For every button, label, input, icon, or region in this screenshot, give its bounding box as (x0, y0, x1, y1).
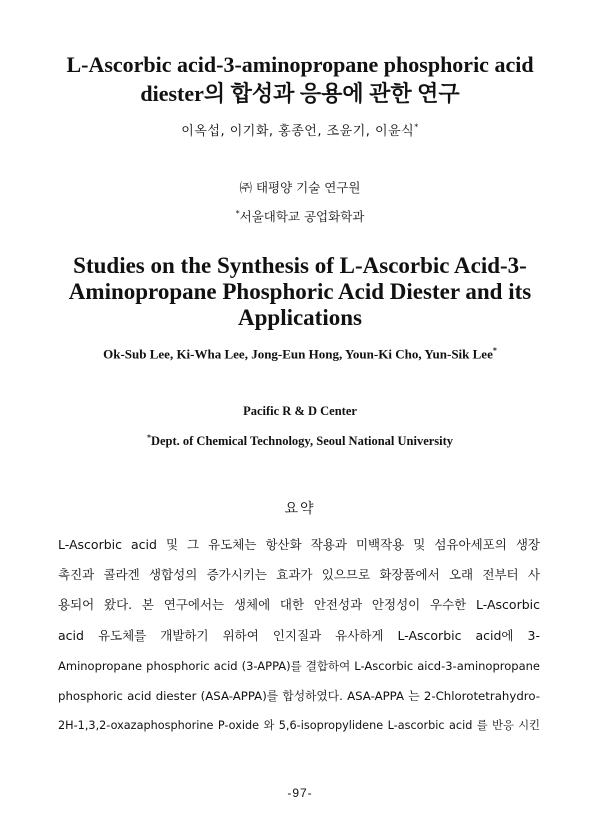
english-title-line-2: Aminopropane Phosphoric Acid Diester and its (68, 279, 532, 304)
korean-affiliation-1: ㈜ 태평양 기술 연구원 (239, 180, 361, 195)
asterisk-mark: * (235, 208, 240, 218)
abstract-line: 2H-1,3,2-oxazaphosphorine P-oxide 와 5,6-isopropylidene L-ascorbic acid 를 반응 시킨 (58, 719, 540, 733)
korean-title-line-2: diester의 합성과 응용에 관한 연구 (140, 81, 460, 106)
abstract-line: Aminopropane phosphoric acid (3-APPA)를 결합하여 L-Ascorbic aicd-3-aminopropane (58, 658, 540, 673)
english-author-list: Ok-Sub Lee, Ki-Wha Lee, Jong-Eun Hong, Youn-Ki Cho, Yun-Sik Lee (103, 346, 493, 362)
abstract-line: 촉진과 콜라겐 생합성의 증가시키는 효과가 있으므로 화장품에서 오래 전부터 사 (58, 567, 540, 583)
english-title (0, 253, 600, 331)
english-authors (0, 346, 600, 362)
english-title-line-1: Studies on the Synthesis of L-Ascorbic Acid-3- (73, 253, 527, 278)
abstract-heading: 요약 (284, 501, 316, 517)
english-affiliation-2-text: Dept. of Chemical Technology, Seoul National University (150, 434, 454, 449)
asterisk-mark: * (414, 122, 419, 132)
korean-affiliation-2-text: 서울대학교 공업화학과 (239, 209, 365, 224)
korean-author-list: 이옥섭, 이기화, 홍종언, 조윤기, 이윤식 (181, 124, 415, 139)
abstract-line: 용되어 왔다. 본 연구에서는 생체에 대한 안전성과 안정성이 우수한 L-Ascorbic (58, 597, 540, 613)
korean-authors (0, 120, 600, 139)
english-affiliation-2 (0, 433, 600, 449)
english-affiliation-1: Pacific R & D Center (243, 404, 357, 418)
abstract-line: phosphoric acid diester (ASA-APPA)를 합성하였다. ASA-APPA 는 2-Chlorotetrahydro- (58, 688, 540, 703)
korean-title (0, 50, 600, 108)
abstract-body (58, 530, 540, 741)
korean-affiliation-2 (0, 207, 600, 225)
asterisk-mark: * (146, 433, 151, 442)
abstract-line: acid 유도체를 개발하기 위하여 인지질과 유사하게 L-Ascorbic acid에 3- (58, 627, 540, 643)
korean-title-line-1: L-Ascorbic acid-3-aminopropane phosphoric acid (66, 52, 534, 77)
asterisk-mark: * (492, 346, 497, 355)
english-title-line-3: Applications (238, 305, 362, 330)
abstract-line: L-Ascorbic acid 및 그 유도체는 항산화 작용과 미백작용 및 섬유아세포의 생장 (58, 537, 540, 552)
page-number: -97- (287, 786, 313, 800)
